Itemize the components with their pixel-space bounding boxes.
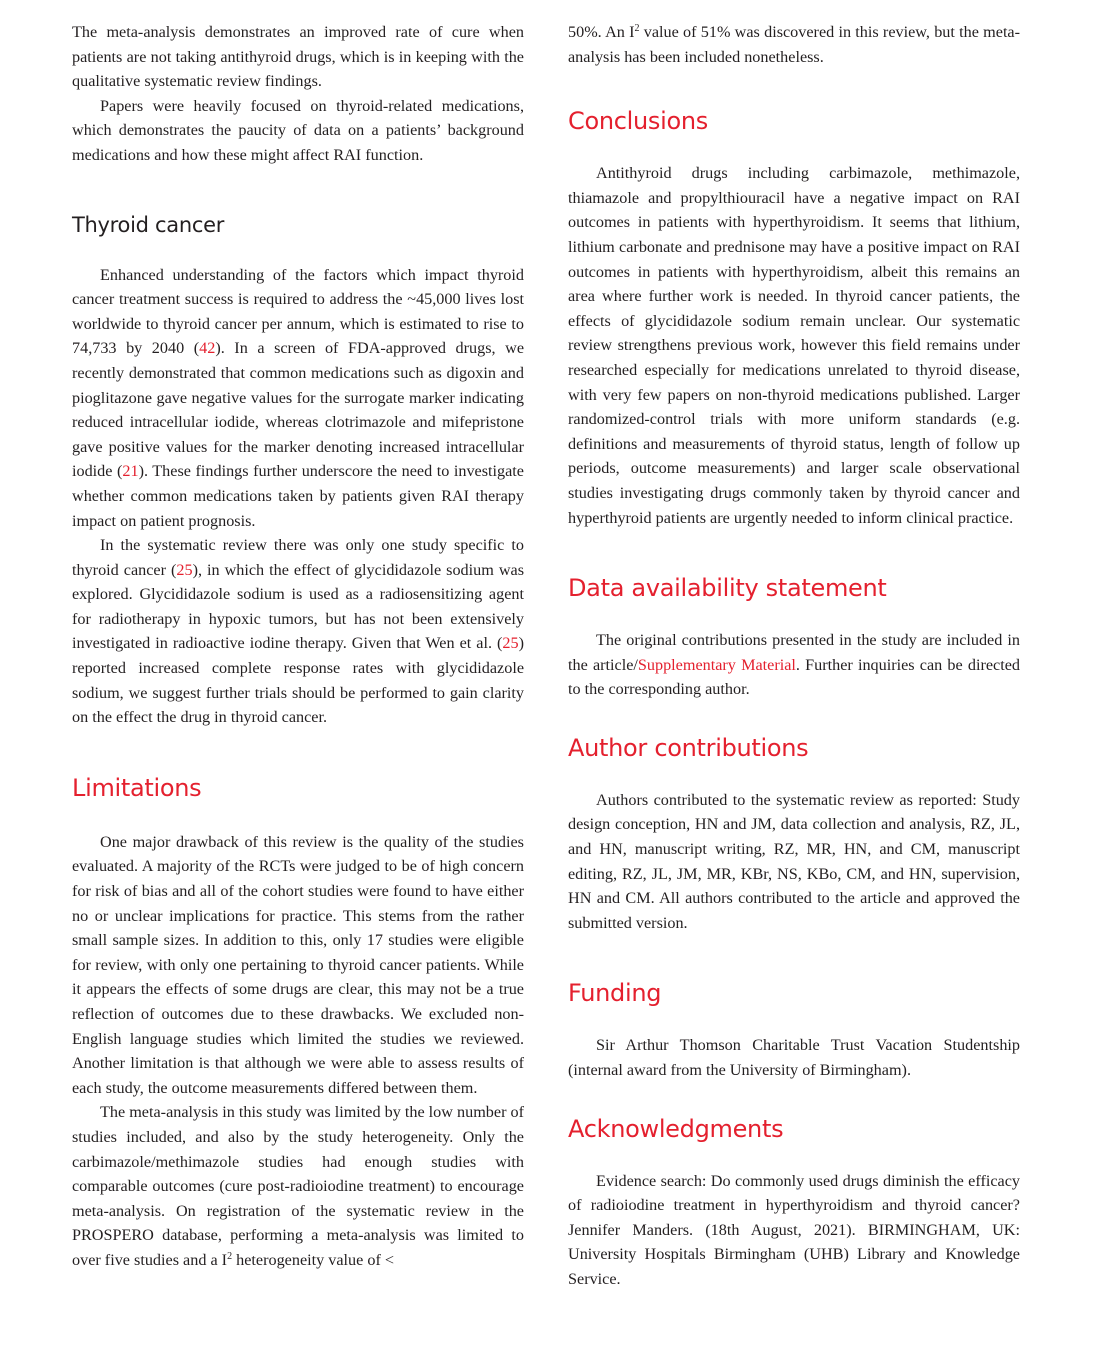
text-segment: value of 51% was discovered in this review, but the meta-analysis has been included nonetheless. [568,23,1021,66]
text-segment: ). In a screen of FDA-approved drugs, we recently demonstrated that common medications such as digoxin and pioglitazone gave negative values for the surrogate marker indicating reduced intracellular iodide, whereas clotrimazole and mifepristone gave positive values for the marker denoting increased intracellular iodide ( [72,339,524,481]
section-heading-data-availability: Data availability statement [568,574,887,603]
text-segment: heterogeneity value of < [232,1250,395,1269]
text-segment: The original contributions presented in the study are included in the article/ [568,631,1020,674]
reference-link-25[interactable]: 25 [502,634,519,653]
section-heading-thyroid-cancer: Thyroid cancer [72,212,225,237]
section-heading-limitations: Limitations [72,773,202,802]
text-segment: . Further inquiries can be directed to the corresponding author. [568,655,1020,699]
text-segment: 50%. An I [568,23,635,41]
reference-link-25[interactable]: 25 [176,560,193,579]
text-segment: ) reported increased complete response rates with glycididazole sodium, we suggest further trials should be performed to gain clarity on the effect the drug in thyroid cancer. [72,634,524,727]
limitations-paragraph-1: One major drawback of this review is the quality of the studies evaluated. A majority of the RCTs were judged to be of high concern for risk of bias and all of the cohort studies were found to have either no or unclear implications for practice. This stems from the rather small sample sizes. In addition to this, only 17 studies were eligible for review, with only one pertaining to thyroid cancer patients. While it appears the effects of some drugs are clear, this may not be a true reflection of outcomes due to these drawbacks. We excluded non-English language studies which limited the studies we reviewed. Another limitation is that although we were able to assess results of each study, the outcome measurements differed between them. [72,832,524,1097]
left-column [72,20,524,1273]
superscript: 2 [227,1250,233,1262]
section-heading-funding: Funding [568,979,662,1008]
text-segment: ), in which the effect of glycididazole sodium was explored. Glycididazole sodium is used as a radiosensitizing agent for radiotherapy in hypoxic tumors, but has not been extensively investigated in radioactive iodine therapy. Given that Wen et al. ( [72,560,524,653]
author-contributions-paragraph: Authors contributed to the systematic review as reported: Study design conception, HN and JM, data collection and analysis, RZ, JL, and HN, manuscript writing, RZ, MR, HN, and CM, manuscript editing, RZ, JL, JM, MR, KBr, NS, KBo, CM, and HN, supervision, HN and CM. All authors contributed to the article and approved the submitted version. [568,790,1020,932]
supplementary-material-link[interactable]: Supplementary Material [637,655,796,674]
superscript: 2 [634,23,640,34]
acknowledgments-paragraph: Evidence search: Do commonly used drugs diminish the efficacy of radioiodine treatment in hyperthyroidism and thyroid cancer? Jennifer Manders. (18th August, 2021). BIRMINGHAM, UK: University Hospitals Birmingham (UHB) Library and Knowledge Service. [568,1171,1020,1288]
continuation-paragraph [568,20,1020,69]
text-segment: ). These findings further underscore the need to investigate whether common medications taken by patients given RAI therapy impact on patient prognosis. [72,462,524,530]
section-heading-acknowledgments: Acknowledgments [568,1114,784,1143]
intro-paragraph-1: The meta-analysis demonstrates an improved rate of cure when patients are not taking antithyroid drugs, which is in keeping with the qualitative systematic review findings. [72,23,524,91]
text-segment: Enhanced understanding of the factors which impact thyroid cancer treatment success is required to address the ~45,000 lives lost worldwide to thyroid cancer per annum, which is estimated to rise to 74,733 by 2040 ( [72,265,524,358]
data-availability-paragraph [568,628,1020,702]
section-heading-author-contributions: Author contributions [568,733,809,762]
reference-link-21[interactable]: 21 [122,462,139,481]
text-segment: The meta-analysis in this study was limited by the low number of studies included, and also by the study heterogeneity. Only the carbimazole/methimazole studies had enough studies with comparable outcomes (cure post-radioiodine treatment) to encourage meta-analysis. On registration of the systematic review in the PROSPERO database, performing a meta-analysis was limited to over five studies and a I [72,1103,524,1269]
conclusions-paragraph: Antithyroid drugs including carbimazole, methimazole, thiamazole and propylthiouracil have a negative impact on RAI outcomes in patients with hyperthyroidism. It seems that lithium, lithium carbonate and prednisone may have a positive impact on RAI outcomes in patients with hyperthyroidism, albeit this remains an area where further work is needed. In thyroid cancer patients, the effects of glycididazole sodium remain unclear. Our systematic review strengthens previous work, however this field remains under researched especially for medications unrelated to thyroid disease, with very few papers on non-thyroid medications published. Larger randomized-control trials with more uniform standards (e.g. definitions and measurements of thyroid status, length of follow up periods, outcome measurements) and larger scale observational studies investigating drugs commonly taken by thyroid cancer and hyperthyroid patients are urgently needed to inform clinical practice. [568,164,1020,527]
text-segment: In the systematic review there was only one study specific to thyroid cancer ( [72,536,524,579]
thyroid-cancer-paragraph-2 [72,533,524,730]
limitations-paragraph-2 [72,1100,524,1272]
section-heading-conclusions: Conclusions [568,107,708,136]
reference-link-42[interactable]: 42 [199,339,216,358]
intro-paragraph-2: Papers were heavily focused on thyroid-related medications, which demonstrates the paucity of data on a patients’ background medications and how these might affect RAI function. [72,96,524,164]
funding-paragraph: Sir Arthur Thomson Charitable Trust Vacation Studentship (internal award from the University of Birmingham). [568,1036,1020,1080]
right-column [568,20,1020,1292]
thyroid-cancer-paragraph-1 [72,263,524,534]
